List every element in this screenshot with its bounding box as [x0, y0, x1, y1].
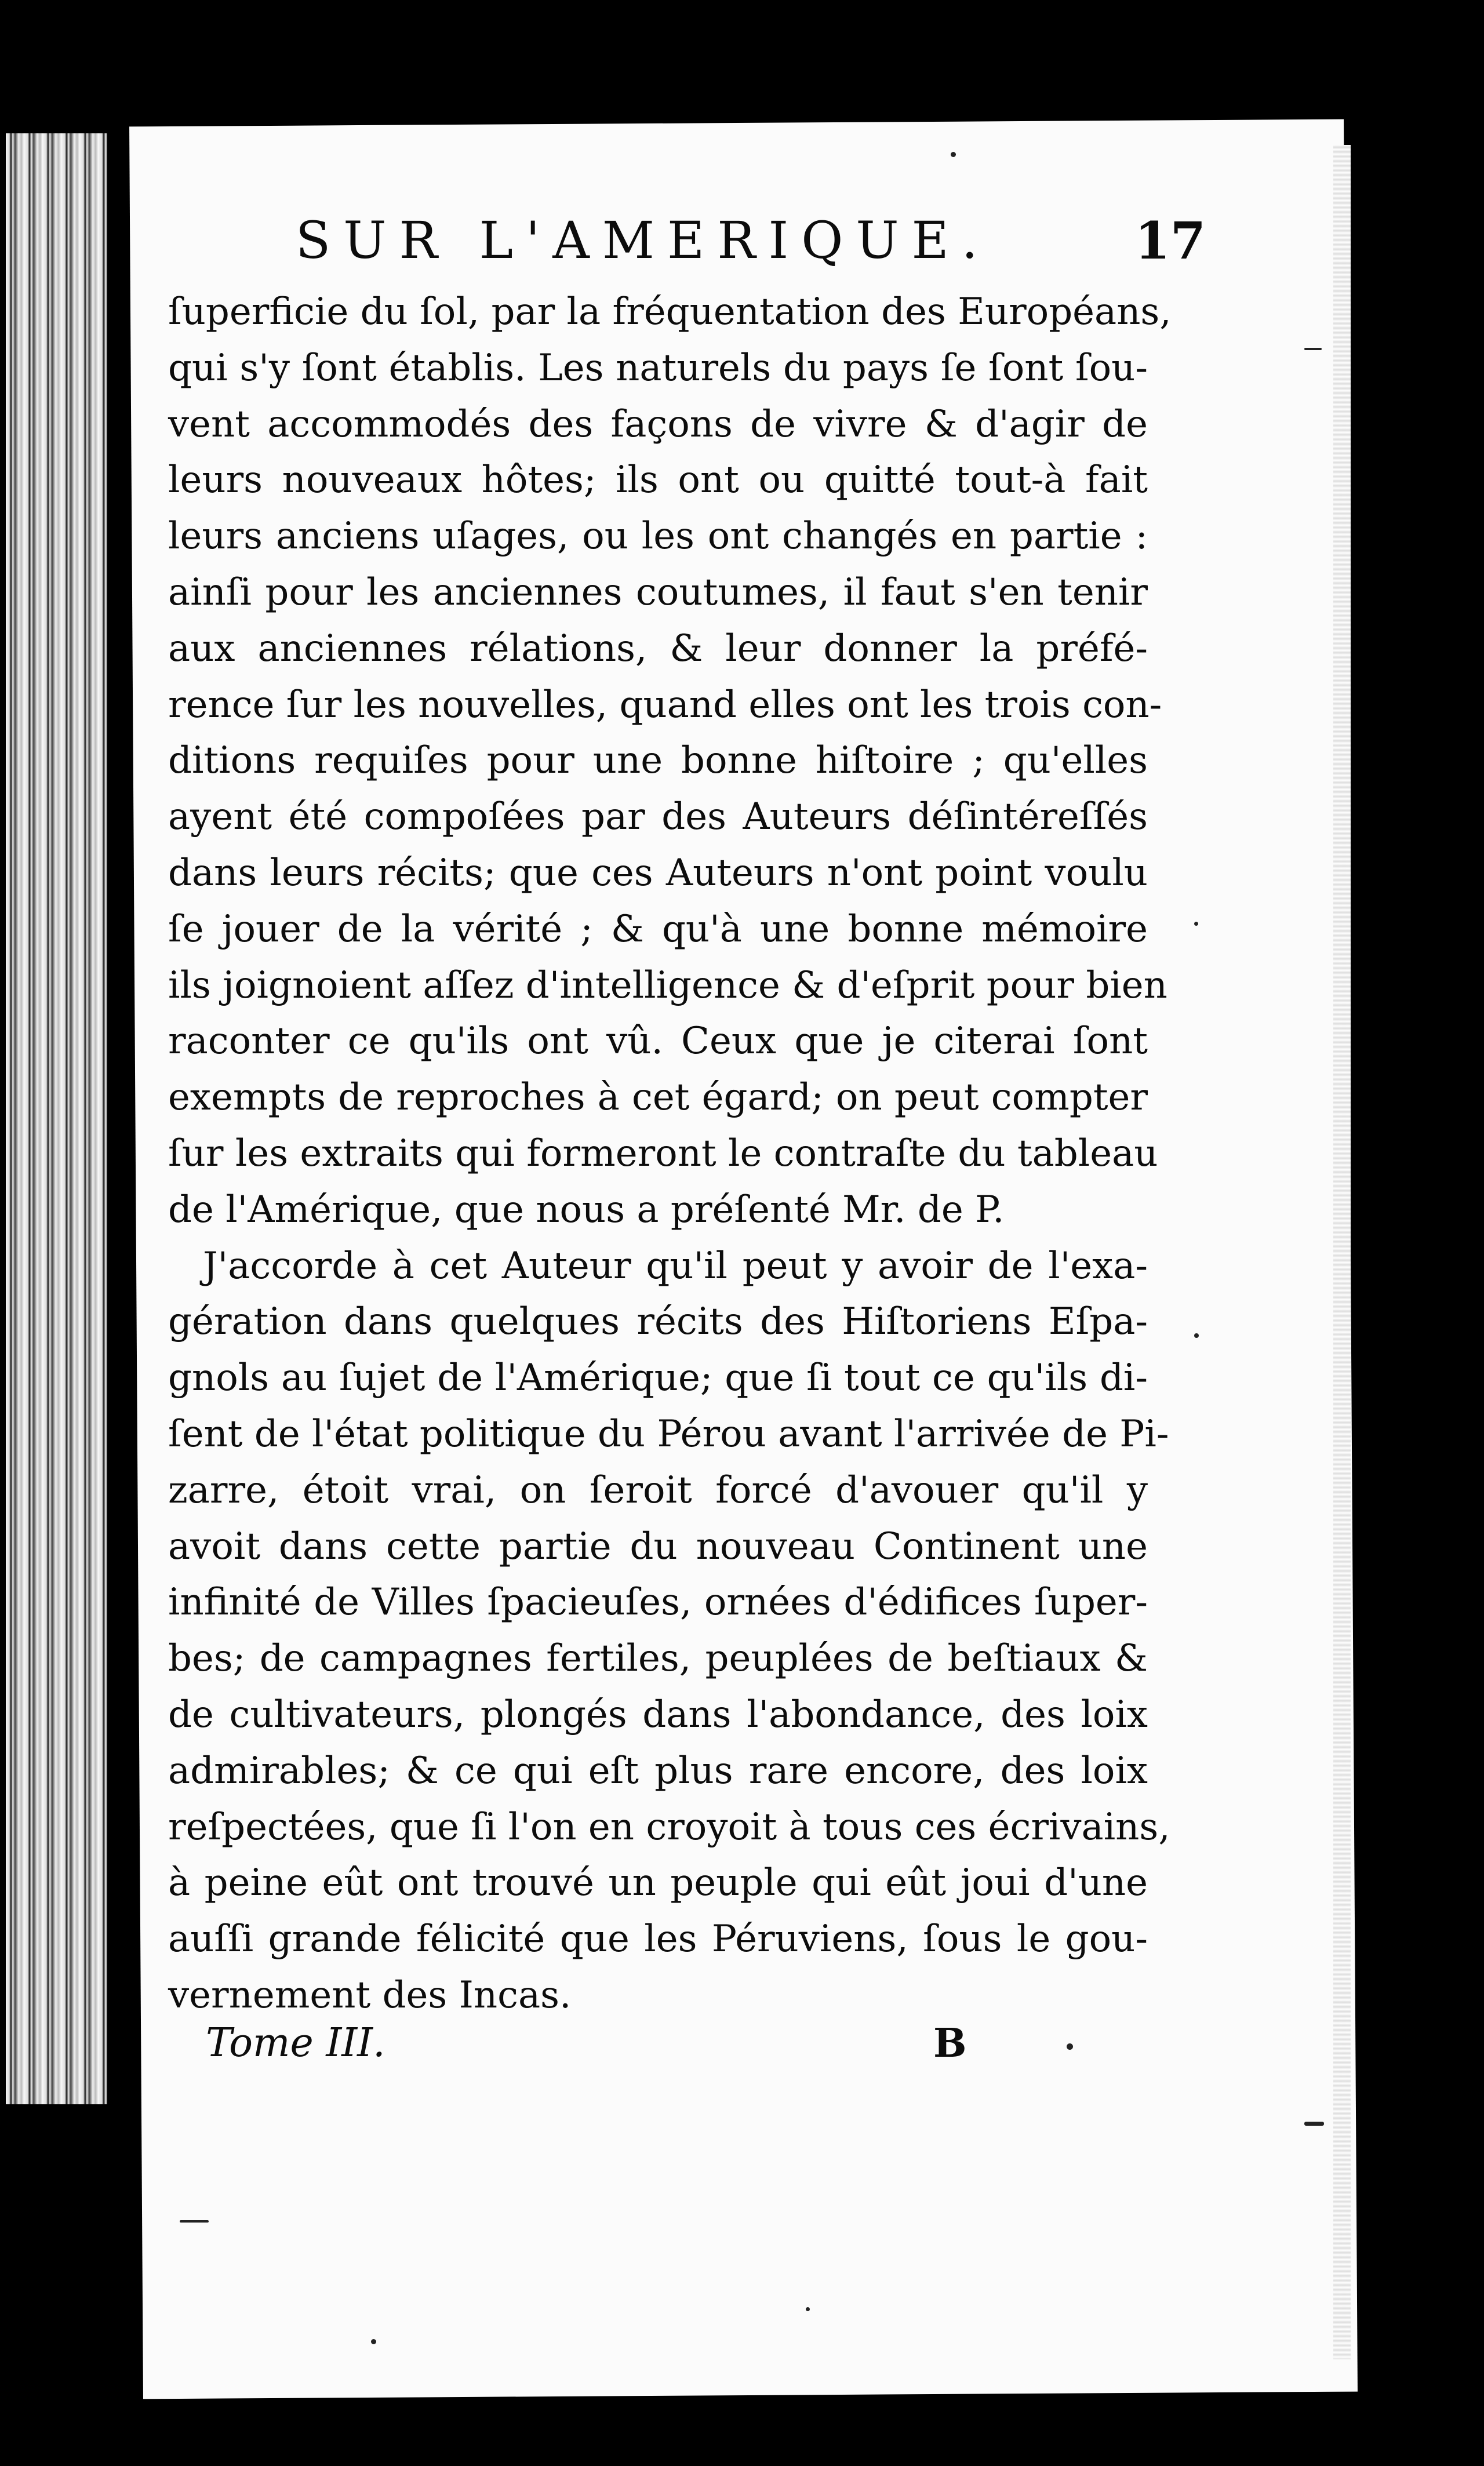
text-line: leurs nouveaux hôtes; ils ont ou quitté tout-à fait — [168, 459, 1148, 502]
text-line: rence ſur les nouvelles, quand elles ont les trois con- — [168, 683, 1162, 726]
text-line: leurs anciens uſages, ou les ont changés en partie : — [168, 515, 1148, 558]
text-line: vernement des Incas. — [168, 1973, 572, 2017]
text-line: auſſi grande félicité que les Péruviens, ſous le gou- — [168, 1918, 1148, 1961]
text-line: qui s'y ſont établis. Les naturels du pays ſe ſont ſou- — [168, 346, 1148, 390]
text-line: zarre, étoit vrai, on ſeroit forcé d'avouer qu'il y — [168, 1468, 1148, 1512]
volume-label: Tome III. — [206, 2020, 385, 2066]
page-number: 17 — [1134, 210, 1206, 271]
scan-speck — [806, 2307, 810, 2311]
running-title: SUR L'AMERIQUE. — [296, 210, 991, 270]
signature-mark: B — [933, 2020, 967, 2067]
page-right-edge — [1333, 145, 1351, 2359]
text-line: à peine eût ont trouvé un peuple qui eût joui d'une — [168, 1861, 1148, 1905]
text-line: ſuperficie du ſol, par la fréquentation des Européans, — [168, 290, 1172, 333]
scan-speck — [1067, 2043, 1073, 2050]
text-line: gnols au ſujet de l'Amérique; que ſi tout ce qu'ils di- — [168, 1356, 1148, 1400]
text-line: J'accorde à cet Auteur qu'il peut y avoir de l'exa- — [203, 1244, 1148, 1287]
text-line: raconter ce qu'ils ont vû. Ceux que je citerai ſont — [168, 1020, 1148, 1063]
page-footer — [206, 2017, 1075, 2069]
scan-speck — [1194, 922, 1198, 926]
text-line: gération dans quelques récits des Hiſtoriens Eſpa- — [168, 1300, 1148, 1344]
text-line: ditions requiſes pour une bonne hiſtoire ; qu'elles — [168, 739, 1148, 783]
text-line: ſent de l'état politique du Pérou avant l'arrivée de Pi- — [168, 1412, 1169, 1456]
text-line: exempts de reproches à cet égard; on peut compter — [168, 1076, 1148, 1119]
text-line: ayent été compoſées par des Auteurs déſintéreſſés — [168, 795, 1148, 839]
text-line: aux anciennes rélations, & leur donner la préfé- — [168, 627, 1148, 670]
text-line: infinité de Villes ſpacieuſes, ornées d'édifices ſuper- — [168, 1581, 1148, 1624]
scan-speck — [1194, 1333, 1199, 1338]
body-text — [168, 284, 1172, 2024]
scan-speck — [180, 2220, 209, 2223]
text-line: avoit dans cette partie du nouveau Continent une — [168, 1525, 1148, 1568]
scan-speck — [371, 2339, 376, 2344]
text-line: ainſi pour les anciennes coutumes, il faut s'en tenir — [168, 570, 1148, 614]
scan-speck — [951, 152, 956, 157]
text-line: de cultivateurs, plongés dans l'abondance, des loix — [168, 1693, 1148, 1736]
text-line: reſpectées, que ſi l'on en croyoit à tous ces écrivains, — [168, 1805, 1170, 1849]
text-line: ils joignoient aſſez d'intelligence & d'eſprit pour bien — [168, 963, 1167, 1007]
text-line: admirables; & ce qui eſt plus rare encore, des loix — [168, 1749, 1148, 1792]
scan-speck — [1304, 2122, 1324, 2126]
book-spine-edge — [6, 133, 107, 2104]
text-line: dans leurs récits; que ces Auteurs n'ont point voulu — [168, 851, 1148, 894]
running-head — [174, 209, 1206, 272]
text-line: ſe jouer de la vérité ; & qu'à une bonne mémoire — [168, 907, 1148, 951]
text-line: de l'Amérique, que nous a préſenté Mr. de P. — [168, 1188, 1005, 1231]
text-line: ſur les extraits qui formeront le contraſte du tableau — [168, 1132, 1158, 1175]
scan-speck — [1304, 348, 1322, 350]
text-line: bes; de campagnes fertiles, peuplées de beſtiaux & — [168, 1637, 1148, 1681]
text-line: vent accommodés des façons de vivre & d'agir de — [168, 402, 1148, 446]
